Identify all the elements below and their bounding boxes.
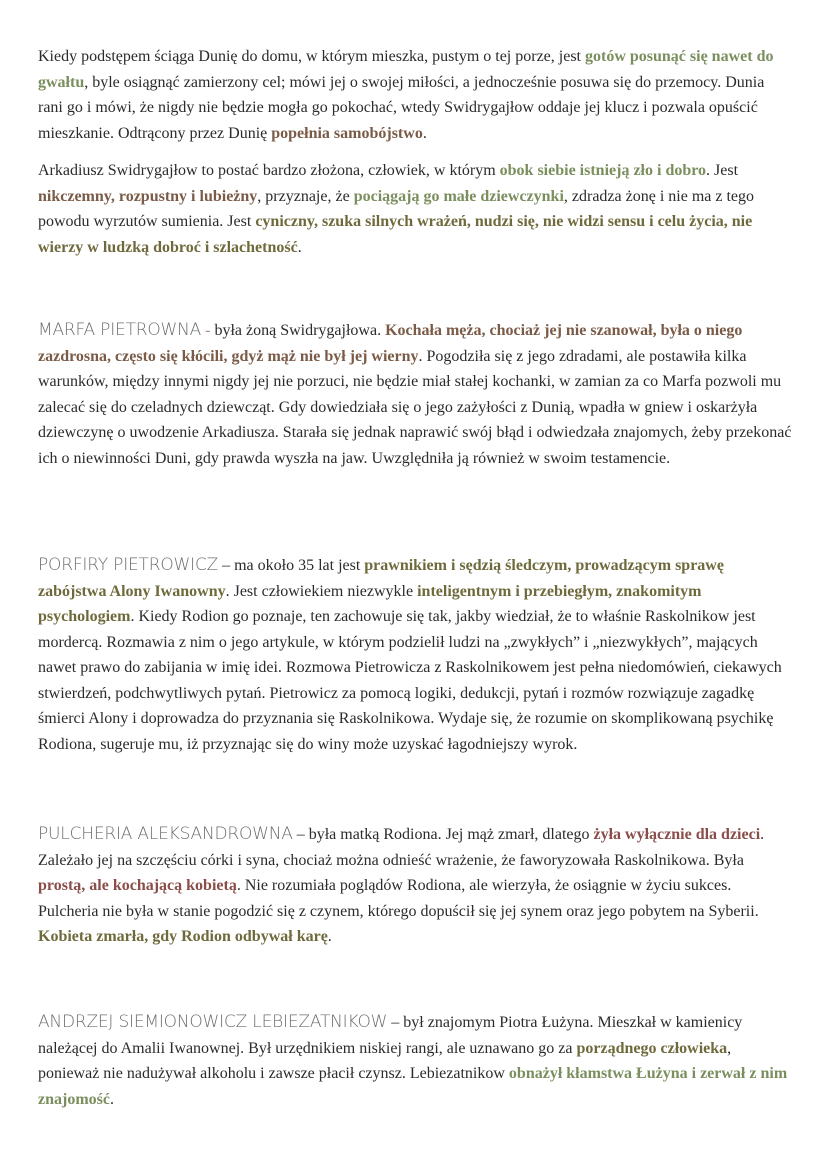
- highlighted-phrase: inteligentnym i przebiegłym, znakomitym psychologiem: [38, 582, 702, 625]
- text-run: . Jest człowiekiem niezwykle: [225, 582, 418, 600]
- highlighted-phrase: Kobieta zmarła, gdy Rodion odbywał karę: [38, 928, 328, 945]
- paragraph: [38, 553, 792, 757]
- section-pulcheria: [38, 822, 792, 950]
- paragraph: [38, 822, 792, 950]
- character-name-heading: ANDRZEJ SIEMIONOWICZ LEBIEZATNIKOW: [38, 1012, 388, 1032]
- text-run: . Nie rozumiała poglądów Rodiona, ale wierzyła, że osiągnie w życiu sukces. Pulcheria nie była w stanie pogodzić się z czynem, którego dopuścił się jej synem oraz jego pobytem na Syberii.: [38, 877, 759, 920]
- heading-dash: -: [201, 322, 215, 339]
- highlighted-phrase: żyła wyłącznie dla dzieci: [593, 826, 761, 843]
- highlighted-phrase: obok siebie istnieją zło i dobro: [499, 162, 707, 179]
- highlighted-phrase: popełnia samobójstwo: [271, 124, 423, 142]
- text-run: Arkadiusz Swidrygajłow to postać bardzo złożona, człowiek, w którym: [38, 162, 500, 179]
- paragraph: [38, 1010, 792, 1112]
- highlighted-phrase: Kochała męża, chociaż jej nie szanował, była o niego zazdrosna, często się kłócili, gdyż mąż nie był jej wierny: [38, 322, 743, 365]
- text-run: . Zależało jej na szczęściu córki i syna, chociaż można odnieść wrażenie, że faworyzowała Raskolnikowa. Była: [38, 826, 765, 869]
- paragraph: [38, 158, 792, 260]
- text-run: .: [327, 928, 332, 945]
- character-name-heading: PULCHERIA ALEKSANDROWNA: [38, 824, 293, 844]
- highlighted-phrase: porządnego człowieka: [576, 1039, 728, 1057]
- text-run: , przyznaje, że: [257, 187, 354, 205]
- text-run: . Jest: [706, 162, 739, 179]
- highlighted-phrase: gotów posunąć się nawet do gwałtu: [38, 48, 774, 91]
- text-run: . Pogodziła się z jego zdradami, ale postawiła kilka warunków, między innymi nigdy jej nie porzuci, nie będzie miał stałej kochanki, w zamian za co Marfa pozwoli mu zalecać się do czeladnych dziewcząt. Gdy dowiedziała się o jego zażyłości z Dunią, wpadła w gniew i oskarżyła dziewczynę o uwodzenie Arkadiusza. Starała się jednak naprawić swój błąd i odwiedzała znajomych, żeby przekonać ich o niewinności Duni, gdy prawda wyszła na jaw. Uwzględniła ją również w swoim testamencie.: [38, 347, 792, 467]
- highlighted-phrase: pociągają go małe dziewczynki: [353, 187, 564, 205]
- text-run: , ponieważ nie nadużywał alkoholu i zawsze płacił czynsz. Lebiezatnikow: [38, 1039, 732, 1082]
- text-run: .: [297, 238, 302, 256]
- text-run: .: [109, 1090, 114, 1108]
- text-run: , byle osiągnąć zamierzony cel; mówi jej o swojej miłości, a jednocześnie posuwa się do przemocy. Dunia rani go i mówi, że nigdy nie będzie mogła go pokochać, wtedy Swidrygajłow oddaje jej klucz i pozwala opuścić mieszkanie. Odtrącony przez Dunię: [38, 73, 765, 142]
- text-run: . Kiedy Rodion go poznaje, ten zachowuje się tak, jakby wiedział, że to właśnie Raskolnikow jest mordercą. Rozmawia z nim o jego artykule, w którym podzielił ludzi na „zwykłych” i „niezwykłych”, mających nawet prawo do zabijania w imię idei. Rozmowa Pietrowicza z Raskolnikowem jest pełna niedomówień, ciekawych stwierdzeń, podchwytliwych pytań. Pietrowicz za pomocą logiki, dedukcji, pytań i rozmów rozwiązuje zagadkę śmierci Alony i doprowadza do przyznania się Raskolnikowa. Wydaje się, że rozumie on skomplikowaną psychikę Rodiona, sugeruje mu, iż przyznając się do winy może uzyskać łagodniejszy wyrok.: [38, 608, 782, 753]
- character-name-heading: PORFIRY PIETROWICZ: [38, 555, 219, 575]
- paragraph: [38, 318, 792, 471]
- text-run: – była matką Rodiona. Jej mąż zmarł, dlatego: [292, 826, 594, 843]
- text-run: – był znajomym Piotra Łużyna. Mieszkał w kamienicy należącej do Amalii Iwanownej. Był urzędnikiem niskiej rangi, ale uznawano go za: [38, 1014, 743, 1057]
- highlighted-phrase: prawnikiem i sędzią śledczym, prowadzącym sprawę zabójstwa Alony Iwanowny: [38, 557, 724, 600]
- text-run: Kiedy podstępem ściąga Dunię do domu, w którym mieszka, pustym o tej porze, jest: [38, 48, 585, 65]
- section-porfiry: [38, 553, 792, 757]
- highlighted-phrase: obnażył kłamstwa Łużyna i zerwał z nim znajomość: [38, 1065, 788, 1108]
- text-run: była żoną Swidrygajłowa.: [214, 322, 386, 339]
- highlighted-phrase: prostą, ale kochającą kobietą: [38, 877, 237, 894]
- text-run: – ma około 35 lat jest: [218, 557, 365, 574]
- section-swidrygajlow-traits: [38, 158, 792, 260]
- section-swidrygajlow-end: [38, 44, 792, 146]
- highlighted-phrase: nikczemny, rozpustny i lubieżny: [38, 187, 258, 205]
- text-run: , zdradza żonę i nie ma z tego powodu wyrzutów sumienia. Jest: [38, 187, 755, 230]
- character-name-heading: MARFA PIETROWNA: [38, 320, 202, 340]
- section-marfa: [38, 318, 792, 471]
- section-lebiezatnikow: [38, 1010, 792, 1112]
- paragraph: [38, 44, 792, 146]
- text-run: .: [422, 124, 427, 142]
- highlighted-phrase: cyniczny, szuka silnych wrażeń, nudzi się, nie widzi sensu i celu życia, nie wierzy w ludzką dobroć i szlachetność: [38, 213, 753, 256]
